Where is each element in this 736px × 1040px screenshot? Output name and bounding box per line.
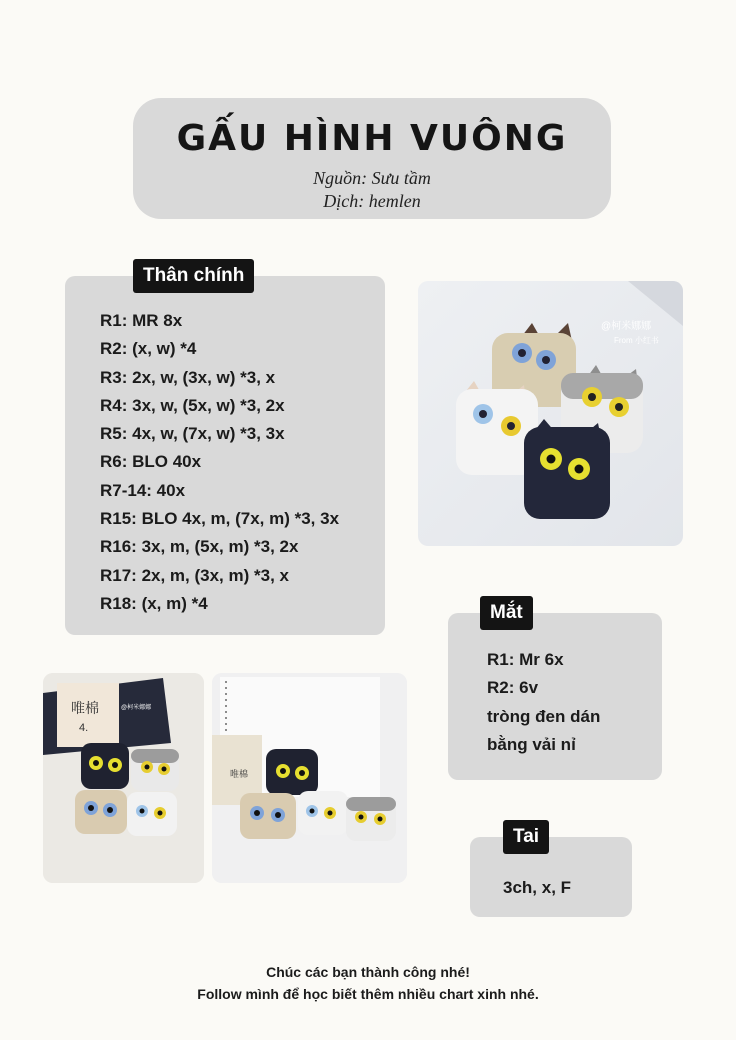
main-row: R7-14: 40x (100, 480, 186, 500)
notebook-yarn-label: 唯棉 (230, 769, 249, 779)
eyes-panel (448, 613, 662, 780)
cubes-photo-yarn (43, 673, 204, 883)
eyes-row: R1: Mr 6x (487, 650, 564, 669)
main-row: R17: 2x, m, (3x, m) *3, x (100, 565, 289, 585)
ears-label: Tai (503, 820, 549, 854)
main-body-label: Thân chính (133, 259, 254, 293)
yarn-label: 唯棉 (71, 700, 99, 716)
yarn-watermark: @柯米娜娜 (121, 705, 152, 711)
translator-credit: Dịch: hemlen (323, 191, 421, 211)
eyes-row: R2: 6v (487, 678, 539, 698)
main-row: R2: (x, w) *4 (100, 339, 197, 359)
eyes-row: bằng vải nỉ (487, 734, 576, 754)
eyes-row: tròng đen dán (487, 706, 601, 726)
page-title: GẤU HÌNH VUÔNG (176, 118, 568, 159)
main-body-panel (65, 276, 385, 635)
photo-watermark: @柯米娜娜 (601, 321, 652, 332)
main-row: R15: BLO 4x, m, (7x, m) *3, 3x (100, 509, 340, 529)
main-row: R5: 4x, w, (7x, w) *3, 3x (100, 424, 285, 444)
main-row: R16: 3x, m, (5x, m) *3, 2x (100, 537, 299, 557)
source-credit: Nguồn: Sưu tầm (313, 168, 431, 188)
ears-panel (470, 837, 632, 917)
eyes-label: Mắt (480, 596, 533, 630)
photo-watermark-source: From 小红书 (614, 336, 659, 345)
yarn-number: 4. (79, 722, 89, 734)
footer-follow: Follow mình để học biết thêm nhiều chart xinh nhé. (197, 986, 539, 1002)
title-card (133, 98, 611, 219)
main-row: R1: MR 8x (100, 311, 183, 330)
crochet-cats-illustration (418, 281, 683, 546)
ears-row: 3ch, x, F (503, 878, 572, 897)
main-row: R4: 3x, w, (5x, w) *3, 2x (100, 395, 285, 415)
cubes-photo-notebook (212, 673, 407, 883)
black-cat-cube (524, 419, 610, 519)
main-row: R18: (x, m) *4 (100, 593, 208, 613)
cubes-photo-main (418, 281, 683, 546)
yarn-cats-illustration (43, 673, 204, 883)
footer-wish: Chúc các bạn thành công nhé! (266, 964, 470, 980)
main-row: R3: 2x, w, (3x, w) *3, x (100, 367, 276, 387)
main-row: R6: BLO 40x (100, 452, 202, 472)
notebook-cats-illustration (212, 673, 407, 883)
